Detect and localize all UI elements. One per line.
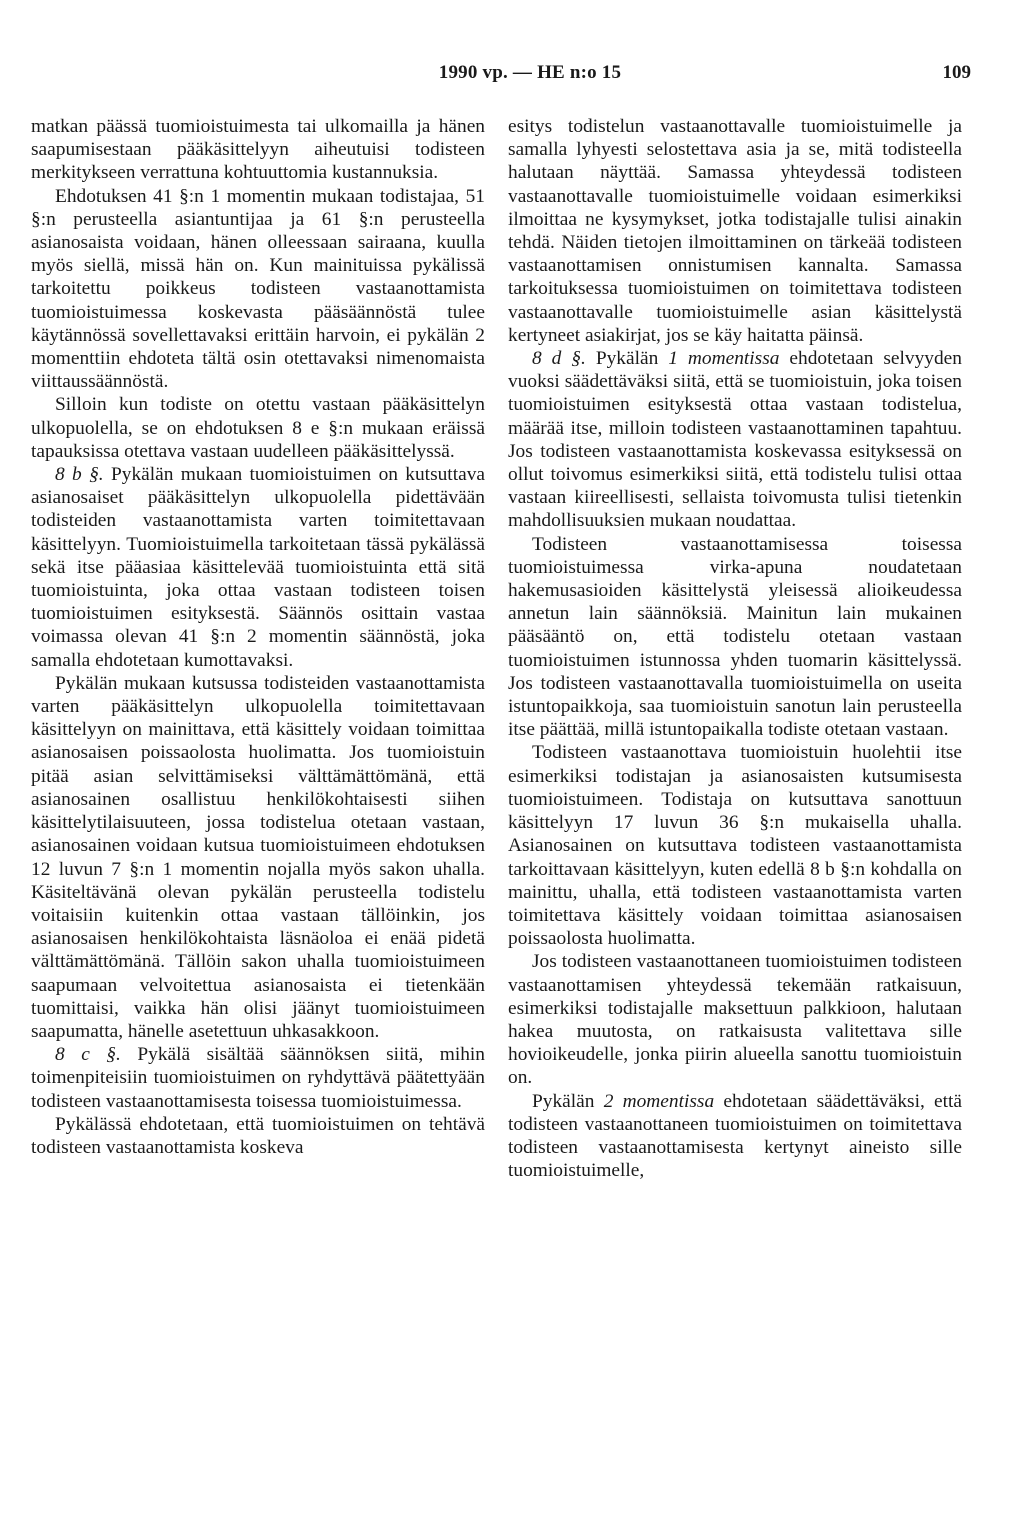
paragraph: matkan päässä tuomioistuimesta tai ulkomailla ja hänen saapumisestaan pääkäsittelyyn aiheutuisi todisteen merkitykseen verrattuna kohtuuttomia kustannuksia. [31, 116, 485, 184]
emphasis: 1 momentissa [668, 348, 780, 370]
paragraph: Silloin kun todiste on otettu vastaan pääkäsittelyn ulkopuolella, se on ehdotuksen 8 e §:n mukaan eräissä tapauksissa otettava vastaan uudelleen pääkäsittelyssä. [31, 394, 485, 462]
paragraph: Pykälän mukaan kutsussa todisteiden vastaanottamista varten pääkäsittelyn ulkopuolella toimitettavaan käsittelyyn on mainittava, että käsittely voidaan toimittaa asianosaisen poissaolosta huolimatta. Jos tuomioistuin pitää asian selvittämiseksi välttämättömänä, että asianosainen osallistuu henkilökohtaisesti siihen käsittelytilaisuuteen, jossa todistelua otetaan vastaan, asianosainen voidaan kutsua tuomioistuimeen ehdotuksen 12 luvun 7 §:n 1 momentin nojalla myös sakon uhalla. Käsiteltävänä olevan pykälän perusteella todistelu voitaisiin kuitenkin ottaa vastaan tällöinkin, jos asianosaisen henkilökohtaista läsnäoloa ei enää pidetä välttämättömänä. Tällöin sakon uhalla tuomioistuimeen saapumaan velvoitettua asianosaista ei tietenkään tuomittaisi, vaikka hän olisi jäänyt tuomioistuimeen saapumatta, hänelle asetettuun uhkasakkoon. [31, 672, 485, 1042]
paragraph: Jos todisteen vastaanottaneen tuomioistuimen todisteen vastaanottamisen yhteydessä tekemään ratkaisuun, esimerkiksi todistajalle maksettuun palkkioon, halutaan hakea muutosta, on ratkaisusta valitettava sille hovioikeudelle, jonka piirin alueella sanottu tuomioistuin on. [508, 951, 962, 1089]
right-column [508, 115, 962, 1182]
running-head-document: HE n:o 15 [537, 62, 622, 83]
paragraph [508, 1090, 962, 1183]
section-label-8d: 8 d §. [532, 348, 586, 370]
paragraph-text: Pykälän [585, 348, 669, 370]
paragraph-text: Pykälä sisältää säännöksen siitä, mihin toimenpiteisiin tuomioistuimen on ryhdyttävä päätettyään todisteen vastaanottamisesta toisessa tuomioistuimessa. [31, 1044, 485, 1112]
page-number: 109 [942, 62, 971, 83]
running-head [380, 62, 680, 84]
paragraph [508, 347, 962, 533]
paragraph-text: ehdotetaan selvyyden vuoksi säädettäväksi siitä, että se tuomioistuin, joka toisen tuomioistuimen esityksestä ottaa vastaan todistelua, määrää itse, milloin todisteen vastaanottaminen tapahtuu. Jos todisteen vastaanottamista koskevassa esityksessä on ollut toivomus esimerkiksi siitä, että todistelu tulisi ottaa vastaan kiireellisesti, sellaista toivomusta tulisi tietenkin mahdollisuuksien mukaan noudattaa. [508, 348, 962, 532]
left-column [31, 115, 485, 1159]
paragraph: Ehdotuksen 41 §:n 1 momentin mukaan todistajaa, 51 §:n perusteella asiantuntijaa ja 61 §:n perusteella asianosaista voidaan, hänen olleessaan sairaana, kuulla myös siellä, missä hän on. Kun mainituissa pykälissä tarkoitettu poikkeus todisteen vastaanottamista tuomioistuimessa koskevasta pääsäännöstä tulee käytännössä sovellettavaksi erittäin harvoin, ei pykälän 2 momenttiin ehdoteta tältä osin otettavaksi nimenomaista viittaussäännöstä. [31, 185, 485, 393]
paragraph-text: Pykälän [532, 1090, 604, 1112]
section-label-8c: 8 c §. [55, 1044, 121, 1066]
paragraph-text: Pykälän mukaan tuomioistuimen on kutsuttava asianosaiset pääkäsittelyn ulkopuolella pidettävään todisteiden vastaanottamista varten toimitettavaan käsittelyyn. Tuomioistuimella tarkoitetaan tässä pykälässä sekä itse pääasiaa käsittelevää tuomioistuinta että sitä tuomioistuinta, joka ottaa vastaan todisteen toisen tuomioistuimen esityksestä. Säännös osittain vastaa voimassa olevan 41 §:n 2 momentin säännöstä, joka samalla ehdotetaan kumottavaksi. [31, 464, 485, 671]
paragraph: esitys todistelun vastaanottavalle tuomioistuimelle ja samalla lyhyesti selostettava asia ja se, mitä todisteella halutaan näyttää. Samassa yhteydessä todisteen vastaanottavalle tuomioistuimelle voidaan esimerkiksi ilmoittaa ne kysymykset, jotka todistajalle tulisi ainakin tehdä. Näiden tietojen ilmoittaminen on tärkeää todisteen vastaanottamisen onnistumisen kannalta. Samassa tarkoituksessa tuomioistuimen on toimitettava todisteen vastaanottavalle tuomioistuimelle asian käsittelystä kertyneet asiakirjat, jos se käy haitatta päinsä. [508, 116, 962, 346]
paragraph: Pykälässä ehdotetaan, että tuomioistuimen on tehtävä todisteen vastaanottamista koskeva [31, 1113, 485, 1158]
paragraph [31, 463, 485, 672]
running-head-year: 1990 vp. [438, 62, 508, 83]
paragraph: Todisteen vastaanottamisessa toisessa tuomioistuimessa virka-apuna noudatetaan hakemusasioiden käsittelystä yleisessä alioikeudessa annetun lain säännöksiä. Mainitun lain mukainen pääsääntö on, että todistelu otetaan vastaan tuomioistuimen istunnossa yhden tuomarin käsittelyssä. Jos todisteen vastaanottavalla tuomioistuimella on useita istuntopaikkoja, saa tuomioistuin sanotun lain perusteella itse päättää, millä istuntopaikalla todiste otetaan vastaan. [508, 533, 962, 741]
emphasis: 2 momentissa [603, 1090, 715, 1112]
paragraph [31, 1043, 485, 1113]
running-head-dash: — [512, 62, 533, 83]
section-label-8b: 8 b §. [55, 464, 104, 486]
paragraph: Todisteen vastaanottava tuomioistuin huolehtii itse esimerkiksi todistajan ja asianosaisten kutsumisesta tuomioistuimeen. Todistaja on kutsuttava sanottuun käsittelyyn 17 luvun 36 §:n mukaisella uhalla. Asianosainen on kutsuttava todisteen vastaanottamista tarkoittavaan käsittelyyn, kuten edellä 8 b §:n kohdalla on mainittu, uhalla, että todisteen vastaanottamista varten toimitettava käsittely voidaan toimittaa asianosaisen poissaolosta huolimatta. [508, 742, 962, 950]
paragraph-text: ehdotetaan säädettäväksi, että todisteen vastaanottaneen tuomioistuimen on toimitettava todisteen vastaanottamisesta kertynyt aineisto sille tuomioistuimelle, [508, 1090, 963, 1182]
